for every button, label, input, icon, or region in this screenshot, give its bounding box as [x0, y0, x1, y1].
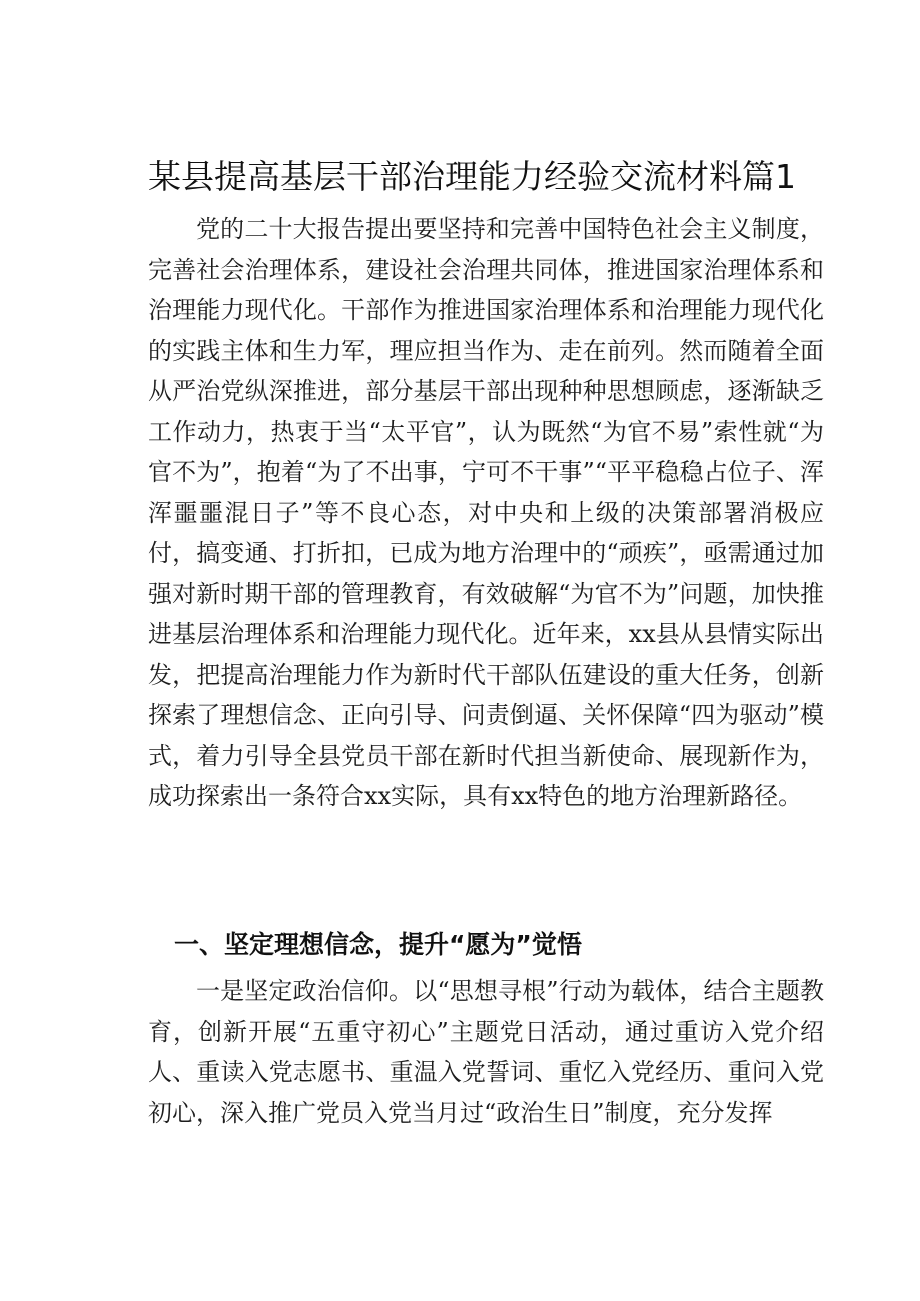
document-title: 某县提高基层干部治理能力经验交流材料篇1	[148, 157, 796, 196]
body-paragraph-intro: 党的二十大报告提出要坚持和完善中国特色社会主义制度，完善社会治理体系，建设社会治理共同体，推进国家治理体系和治理能力现代化。干部作为推进国家治理体系和治理能力现代化的实践主体和生力军，理应担当作为、走在前列。然而随着全面从严治党纵深推进，部分基层干部出现种种思想顾虑，逐渐缺乏工作动力，热衷于当“太平官”，认为既然“为官不易”索性就“为官不为”，抱着“为了不出事，宁可不干事”“平平稳稳占位子、浑浑噩噩混日子”等不良心态，对中央和上级的决策部署消极应付，搞变通、打折扣，已成为地方治理中的“顽疾”，亟需通过加强对新时期干部的管理教育，有效破解“为官不为”问题，加快推进基层治理体系和治理能力现代化。近年来，xx县从县情实际出发，把提高治理能力作为新时代干部队伍建设的重大任务，创新探索了理想信念、正向引导、问责倒逼、关怀保障“四为驱动”模式，着力引导全县党员干部在新时代担当新使命、展现新作为，成功探索出一条符合xx实际，具有xx特色的地方治理新路径。	[148, 215, 824, 810]
body-paragraph-section-1: 一是坚定政治信仰。以“思想寻根”行动为载体，结合主题教育，创新开展“五重守初心”主题党日活动，通过重访入党介绍人、重读入党志愿书、重温入党誓词、重忆入党经历、重问入党初心，深入推广党员入党当月过“政治生日”制度，充分发挥	[148, 977, 824, 1127]
section-heading: 一、坚定理想信念，提升“愿为”觉悟	[174, 930, 582, 959]
